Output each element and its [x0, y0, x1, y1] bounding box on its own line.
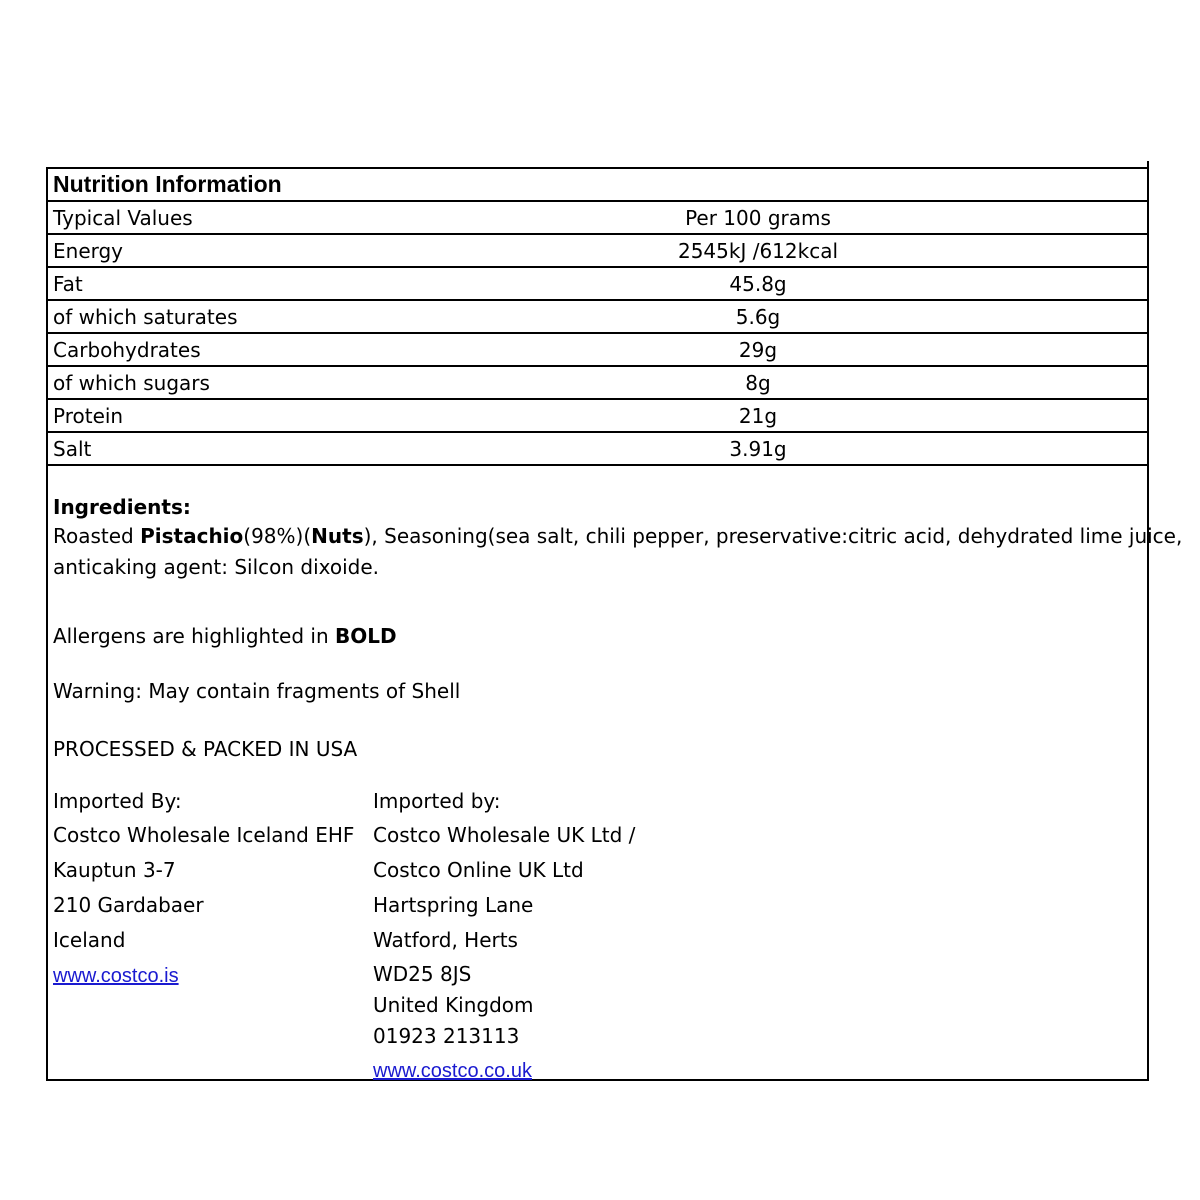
- ingredients-line-1: Roasted Pistachio(98%)(Nuts), Seasoning(sea salt, chili pepper, preservative:citric acid, dehydrated lime juice,: [53, 524, 1183, 548]
- nutrition-row-saturates: of which saturates 5.6g: [48, 301, 1147, 334]
- nutrient-label: of which sugars: [53, 371, 210, 395]
- importer-uk-line: WD25 8JS: [373, 962, 472, 986]
- nutrition-header-row: Typical Values Per 100 grams: [48, 202, 1147, 235]
- nutrient-label: Carbohydrates: [53, 338, 201, 362]
- importer-uk-line: Watford, Herts: [373, 928, 518, 952]
- importer-iceland-heading: Imported By:: [53, 789, 182, 813]
- importer-uk-line: Costco Online UK Ltd: [373, 858, 584, 882]
- ingredients-line-2: anticaking agent: Silcon dixoide.: [53, 555, 380, 579]
- importer-uk-heading: Imported by:: [373, 789, 501, 813]
- website-link-iceland[interactable]: www.costco.is: [53, 965, 179, 987]
- nutrition-row-protein: Protein 21g: [48, 400, 1147, 433]
- allergens-note: Allergens are highlighted in BOLD: [53, 624, 397, 648]
- nutrition-row-salt: Salt 3.91g: [48, 433, 1147, 466]
- importer-uk-line: 01923 213113: [373, 1024, 520, 1048]
- nutrition-row-energy: Energy 2545kJ /612kcal: [48, 235, 1147, 268]
- nutrition-row-sugars: of which sugars 8g: [48, 367, 1147, 400]
- typical-values-label: Typical Values: [53, 206, 193, 230]
- nutrient-label: Energy: [53, 239, 124, 263]
- nutrition-title: Nutrition Information: [53, 171, 282, 197]
- website-link-uk[interactable]: www.costco.co.uk: [373, 1060, 532, 1082]
- importer-uk-line: Costco Wholesale UK Ltd /: [373, 823, 636, 847]
- nutrition-row-fat: Fat 45.8g: [48, 268, 1147, 301]
- nutrition-row-carbohydrates: Carbohydrates 29g: [48, 334, 1147, 367]
- importer-uk-line: United Kingdom: [373, 993, 534, 1017]
- nutrition-title-row: [48, 169, 1147, 202]
- importer-iceland-line: 210 Gardabaer: [53, 893, 204, 917]
- warning-note: Warning: May contain fragments of Shell: [53, 679, 461, 703]
- importer-iceland-line: Iceland: [53, 928, 126, 952]
- importer-uk-website[interactable]: [373, 1057, 532, 1084]
- importer-iceland-website[interactable]: [53, 962, 179, 989]
- nutrition-label: [46, 167, 1183, 1082]
- importer-iceland-line: Costco Wholesale Iceland EHF: [53, 823, 355, 847]
- ingredients-heading: Ingredients:: [53, 495, 191, 519]
- nutrient-label: of which saturates: [53, 305, 238, 329]
- nutrient-label: Protein: [53, 404, 124, 428]
- origin-note: PROCESSED & PACKED IN USA: [53, 737, 358, 761]
- importer-iceland-line: Kauptun 3-7: [53, 858, 176, 882]
- nutrient-label: Salt: [53, 437, 92, 461]
- nutrient-label: Fat: [53, 272, 83, 296]
- importer-uk-line: Hartspring Lane: [373, 893, 534, 917]
